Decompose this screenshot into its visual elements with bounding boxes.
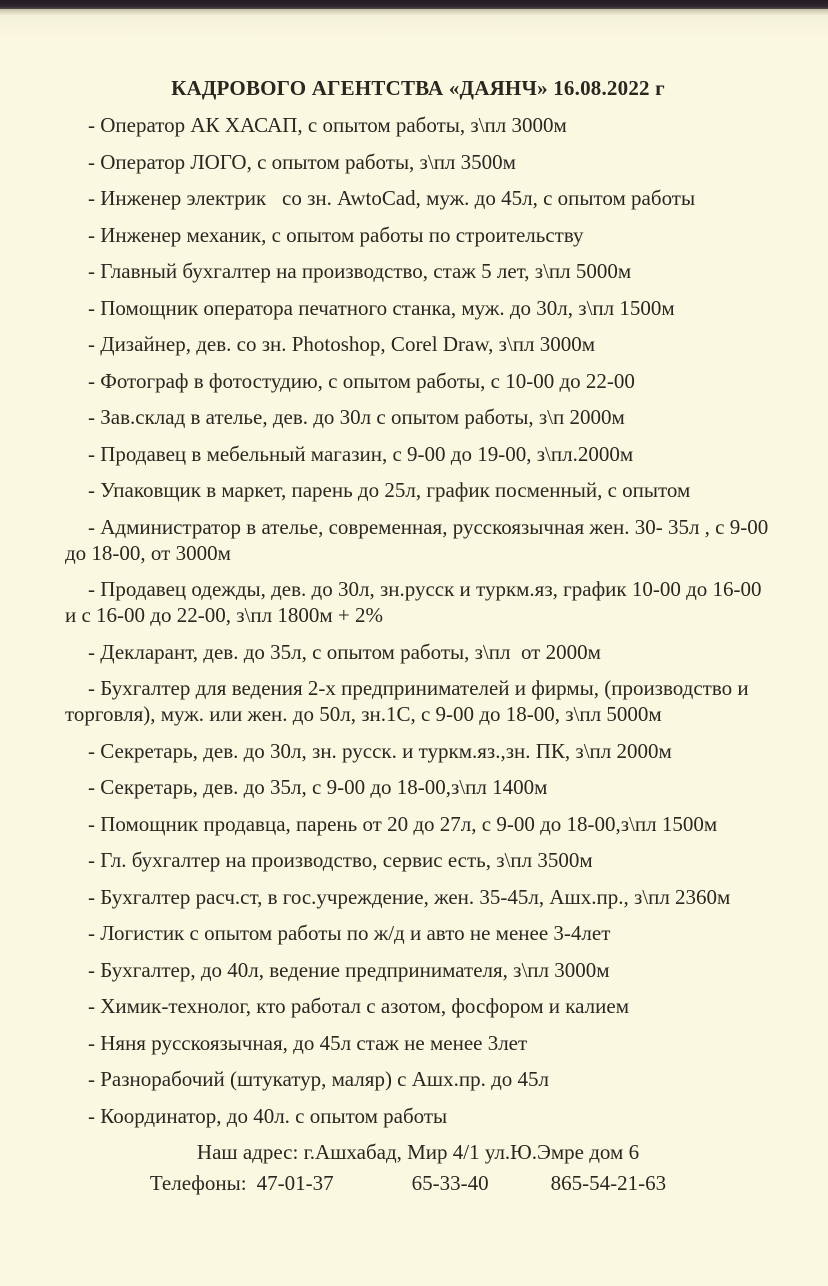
- job-listing: - Декларант, дев. до 35л, с опытом работы, з\пл от 2000м: [88, 639, 601, 664]
- job-listing: - Дизайнер, дев. со зн. Photoshop, Corel Draw, з\пл 3000м: [88, 332, 596, 356]
- footer-phones: [45, 1170, 771, 1196]
- job-listings: [65, 112, 774, 1129]
- job-listing: - Няня русскоязычная, до 45л стаж не менее 3лет: [88, 1030, 528, 1055]
- job-listing: - Инженер механик, с опытом работы по строительству: [88, 222, 584, 247]
- job-listing: - Продавец одежды, дев. до 30л, зн.русск и туркм.яз, график 10-00 до 16-00 и с 16-00 до 22-00, з\пл 1800м + 2%: [65, 577, 767, 627]
- footer-address: Наш адрес: г.Ашхабад, Мир 4/1 ул.Ю.Эмре дом 6: [196, 1140, 640, 1164]
- job-listing: - Бухгалтер расч.ст, в гос.учреждение, жен. 35-45л, Ашх.пр., з\пл 2360м: [88, 884, 731, 909]
- job-listing: - Логистик с опытом работы по ж/д и авто не менее 3-4лет: [88, 921, 611, 945]
- job-listing: - Упаковщик в маркет, парень до 25л, график посменный, с опытом: [88, 478, 691, 502]
- job-listing: - Секретарь, дев. до 30л, зн. русск. и туркм.яз.,зн. ПК, з\пл 2000м: [88, 738, 672, 763]
- job-listing: - Бухгалтер для ведения 2-х предпринимателей и фирмы, (производство и торговля), муж. или жен. до 50л, зн.1С, с 9-00 до 18-00, з\пл 5000м: [65, 676, 754, 726]
- document-footer: [65, 1139, 771, 1196]
- phone-number: 65-33-40: [411, 1171, 489, 1195]
- phone-number: 865-54-21-63: [550, 1171, 667, 1195]
- phone-number: 47-01-37: [256, 1171, 334, 1195]
- job-listing: - Помощник продавца, парень от 20 до 27л, с 9-00 до 18-00,з\пл 1500м: [88, 811, 718, 836]
- phones-label: Телефоны:: [149, 1171, 247, 1195]
- job-listing: - Зав.склад в ателье, дев. до 30л с опытом работы, з\п 2000м: [88, 405, 625, 429]
- job-listing: - Химик-технолог, кто работал с азотом, фосфором и калием: [88, 994, 629, 1018]
- job-listing: - Помощник оператора печатного станка, муж. до 30л, з\пл 1500м: [88, 295, 675, 320]
- job-listing: - Оператор ЛОГО, с опытом работы, з\пл 3500м: [88, 149, 516, 174]
- job-listing: - Секретарь, дев. до 35л, с 9-00 до 18-00,з\пл 1400м: [88, 775, 548, 799]
- job-listing: - Оператор АК ХАСАП, с опытом работы, з\пл 3000м: [88, 113, 567, 137]
- job-listing: - Разнорабочий (штукатур, маляр) с Ашх.пр. до 45л: [88, 1067, 549, 1091]
- job-listing: - Продавец в мебельный магазин, с 9-00 до 19-00, з\пл.2000м: [88, 441, 634, 466]
- job-listing: - Инженер электрик со зн. AwtoCad, муж. до 45л, с опытом работы: [88, 186, 696, 210]
- job-listing: - Координатор, до 40л. с опытом работы: [88, 1103, 448, 1128]
- job-listing: - Фотограф в фотостудию, с опытом работы, с 10-00 до 22-00: [88, 368, 635, 393]
- job-listing: - Главный бухгалтер на производство, стаж 5 лет, з\пл 5000м: [88, 259, 632, 283]
- job-listing: - Бухгалтер, до 40л, ведение предпринимателя, з\пл 3000м: [88, 957, 610, 982]
- page-title: КАДРОВОГО АГЕНТСТВА «ДАЯНЧ» 16.08.2022 г: [171, 76, 665, 100]
- job-listing: - Гл. бухгалтер на производство, сервис есть, з\пл 3500м: [88, 848, 593, 872]
- job-listing: - Администратор в ателье, современная, русскоязычная жен. 30- 35л , с 9-00 до 18-00, от 3000м: [65, 514, 774, 565]
